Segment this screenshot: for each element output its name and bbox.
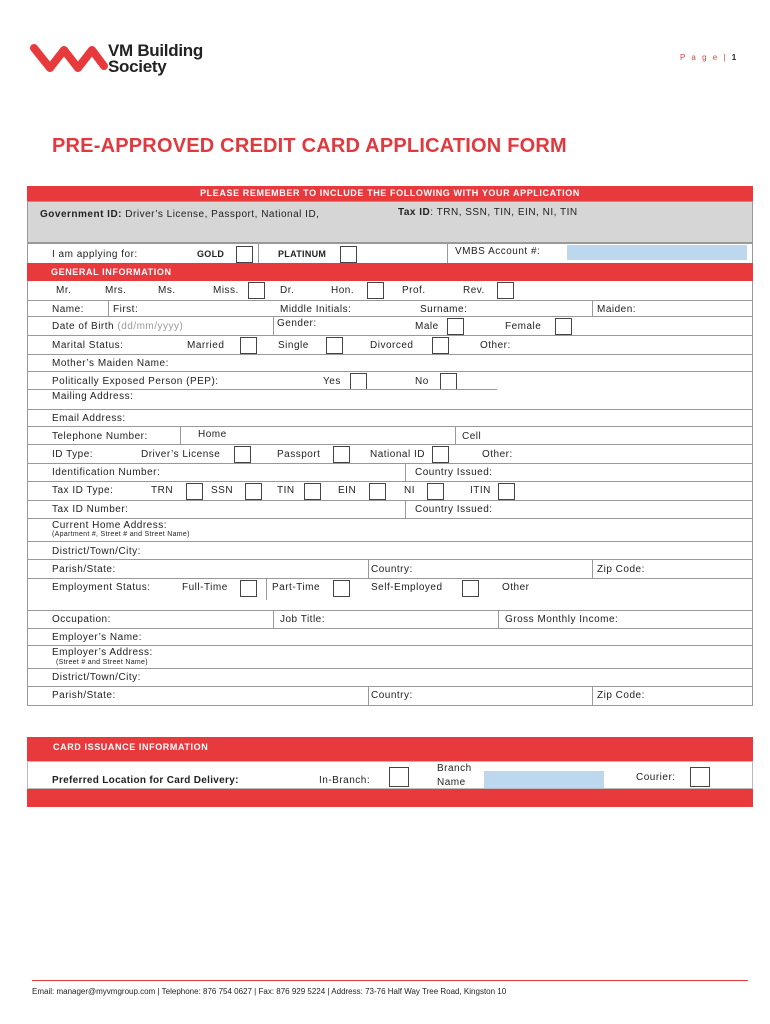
cell-phone-label: Cell	[462, 431, 482, 442]
tax-itin-label: ITIN	[470, 485, 491, 496]
part-time-label: Part-Time	[272, 582, 321, 593]
marital-status-label: Marital Status:	[52, 340, 124, 351]
tax-tin-label: TIN	[277, 485, 295, 496]
part-time-checkbox[interactable]	[333, 580, 350, 597]
form-title: PRE-APPROVED CREDIT CARD APPLICATION FORM	[52, 135, 567, 157]
gender-label: Gender:	[277, 318, 317, 329]
title-miss: Miss.	[213, 285, 239, 296]
in-branch-label: In-Branch:	[319, 775, 371, 786]
pep-no-checkbox[interactable]	[440, 373, 457, 390]
self-employed-label: Self-Employed	[371, 582, 443, 593]
employment-status-label: Employment Status:	[52, 582, 151, 593]
title-ms: Ms.	[158, 285, 176, 296]
hon-checkbox[interactable]	[367, 282, 384, 299]
male-label: Male	[415, 321, 439, 332]
full-time-label: Full-Time	[182, 582, 228, 593]
miss-checkbox[interactable]	[248, 282, 265, 299]
pep-yes-checkbox[interactable]	[350, 373, 367, 390]
surname-label: Surname:	[420, 304, 468, 315]
home-phone-label: Home	[198, 429, 227, 440]
tax-tin-checkbox[interactable]	[304, 483, 321, 500]
platinum-label: PLATINUM	[278, 249, 327, 259]
gold-checkbox[interactable]	[236, 246, 253, 263]
employer-address-label: Employer’s Address:	[52, 647, 153, 658]
rev-checkbox[interactable]	[497, 282, 514, 299]
vmbs-account-label: VMBS Account #:	[455, 246, 541, 257]
dob-label: Date of Birth (dd/mm/yyyy)	[52, 321, 184, 332]
divorced-checkbox[interactable]	[432, 337, 449, 354]
female-label: Female	[505, 321, 542, 332]
passport-checkbox[interactable]	[333, 446, 350, 463]
tax-ein-checkbox[interactable]	[369, 483, 386, 500]
gov-id-line: Government ID: Driver’s License, Passport, National ID,	[40, 209, 320, 220]
married-label: Married	[187, 340, 225, 351]
middle-initials-label: Middle Initials:	[280, 304, 352, 315]
parish-label: Parish/State:	[52, 564, 116, 575]
id-other-label: Other:	[482, 449, 513, 460]
employment-other-label: Other	[502, 582, 530, 593]
zip-label: Zip Code:	[597, 564, 645, 575]
single-checkbox[interactable]	[326, 337, 343, 354]
single-label: Single	[278, 340, 309, 351]
job-title-label: Job Title:	[280, 614, 326, 625]
vm-logo-icon	[30, 40, 110, 74]
card-issuance-bottom-bar	[27, 789, 753, 807]
employer-district-label: District/Town/City:	[52, 672, 141, 683]
page-number: P a g e | 1	[680, 53, 739, 62]
male-checkbox[interactable]	[447, 318, 464, 335]
reminder-box	[27, 201, 753, 243]
title-hon: Hon.	[331, 285, 355, 296]
tax-trn-checkbox[interactable]	[186, 483, 203, 500]
gold-label: GOLD	[197, 249, 225, 259]
tax-ni-label: NI	[404, 485, 415, 496]
tax-id-type-label: Tax ID Type:	[52, 485, 114, 496]
self-employed-checkbox[interactable]	[462, 580, 479, 597]
preferred-location-label: Preferred Location for Card Delivery:	[52, 775, 239, 786]
occupation-label: Occupation:	[52, 614, 111, 625]
courier-checkbox[interactable]	[690, 767, 710, 787]
home-address-label: Current Home Address:	[52, 520, 167, 531]
tax-ni-checkbox[interactable]	[427, 483, 444, 500]
tax-country-issued-label: Country Issued:	[415, 504, 493, 515]
married-checkbox[interactable]	[240, 337, 257, 354]
reminder-heading: PLEASE REMEMBER TO INCLUDE THE FOLLOWING WITH YOUR APPLICATION	[27, 186, 753, 201]
national-id-checkbox[interactable]	[432, 446, 449, 463]
courier-label: Courier:	[636, 772, 676, 783]
title-mrs: Mrs.	[105, 285, 127, 296]
in-branch-checkbox[interactable]	[389, 767, 409, 787]
mailing-address-label: Mailing Address:	[52, 391, 134, 402]
female-checkbox[interactable]	[555, 318, 572, 335]
national-id-label: National ID	[370, 449, 425, 460]
applying-label: I am applying for:	[52, 249, 138, 260]
title-mr: Mr.	[56, 285, 72, 296]
email-label: Email Address:	[52, 413, 126, 424]
footer-contact: Email: manager@myvmgroup.com | Telephone: 876 754 0627 | Fax: 876 929 5224 | Address: 73-76 Half Way Tree Road, Kingston 10	[32, 987, 507, 996]
name-label: Name:	[52, 304, 84, 315]
general-info-heading: GENERAL INFORMATION	[27, 263, 753, 281]
tax-ssn-checkbox[interactable]	[245, 483, 262, 500]
tax-itin-checkbox[interactable]	[498, 483, 515, 500]
branch-name-label: Branch Name	[437, 763, 472, 788]
maiden-label: Maiden:	[597, 304, 637, 315]
tax-id-number-label: Tax ID Number:	[52, 504, 129, 515]
id-number-label: Identification Number:	[52, 467, 161, 478]
platinum-checkbox[interactable]	[340, 246, 357, 263]
pep-yes-label: Yes	[323, 376, 341, 387]
employer-address-hint: (Street # and Street Name)	[56, 659, 148, 666]
marital-other-label: Other:	[480, 340, 511, 351]
branch-name-input[interactable]	[484, 771, 604, 788]
country-issued-label: Country Issued:	[415, 467, 493, 478]
mothers-maiden-label: Mother’s Maiden Name:	[52, 358, 169, 369]
vmbs-account-input[interactable]	[567, 245, 747, 260]
full-time-checkbox[interactable]	[240, 580, 257, 597]
brand-name: VM Building Society	[108, 41, 203, 76]
passport-label: Passport	[277, 449, 321, 460]
footer-rule	[32, 980, 748, 981]
card-issuance-heading: CARD ISSUANCE INFORMATION	[27, 737, 753, 761]
tax-ein-label: EIN	[338, 485, 357, 496]
pep-no-label: No	[415, 376, 429, 387]
tax-trn-label: TRN	[151, 485, 174, 496]
drivers-license-label: Driver’s License	[141, 449, 221, 460]
employer-name-label: Employer’s Name:	[52, 632, 142, 643]
employer-zip-label: Zip Code:	[597, 690, 645, 701]
country-label: Country:	[371, 564, 413, 575]
id-type-label: ID Type:	[52, 449, 94, 460]
employer-parish-label: Parish/State:	[52, 690, 116, 701]
divorced-label: Divorced	[370, 340, 414, 351]
drivers-license-checkbox[interactable]	[234, 446, 251, 463]
tax-id-line: Tax ID: TRN, SSN, TIN, EIN, NI, TIN	[398, 207, 578, 218]
home-address-hint: (Apartment #, Street # and Street Name)	[52, 531, 190, 538]
pep-label: Politically Exposed Person (PEP):	[52, 376, 219, 387]
title-prof: Prof.	[402, 285, 426, 296]
title-rev: Rev.	[463, 285, 485, 296]
gross-income-label: Gross Monthly Income:	[505, 614, 619, 625]
district-label: District/Town/City:	[52, 546, 141, 557]
first-name-label: First:	[113, 304, 139, 315]
employer-country-label: Country:	[371, 690, 413, 701]
tax-ssn-label: SSN	[211, 485, 234, 496]
title-dr: Dr.	[280, 285, 295, 296]
telephone-label: Telephone Number:	[52, 431, 148, 442]
